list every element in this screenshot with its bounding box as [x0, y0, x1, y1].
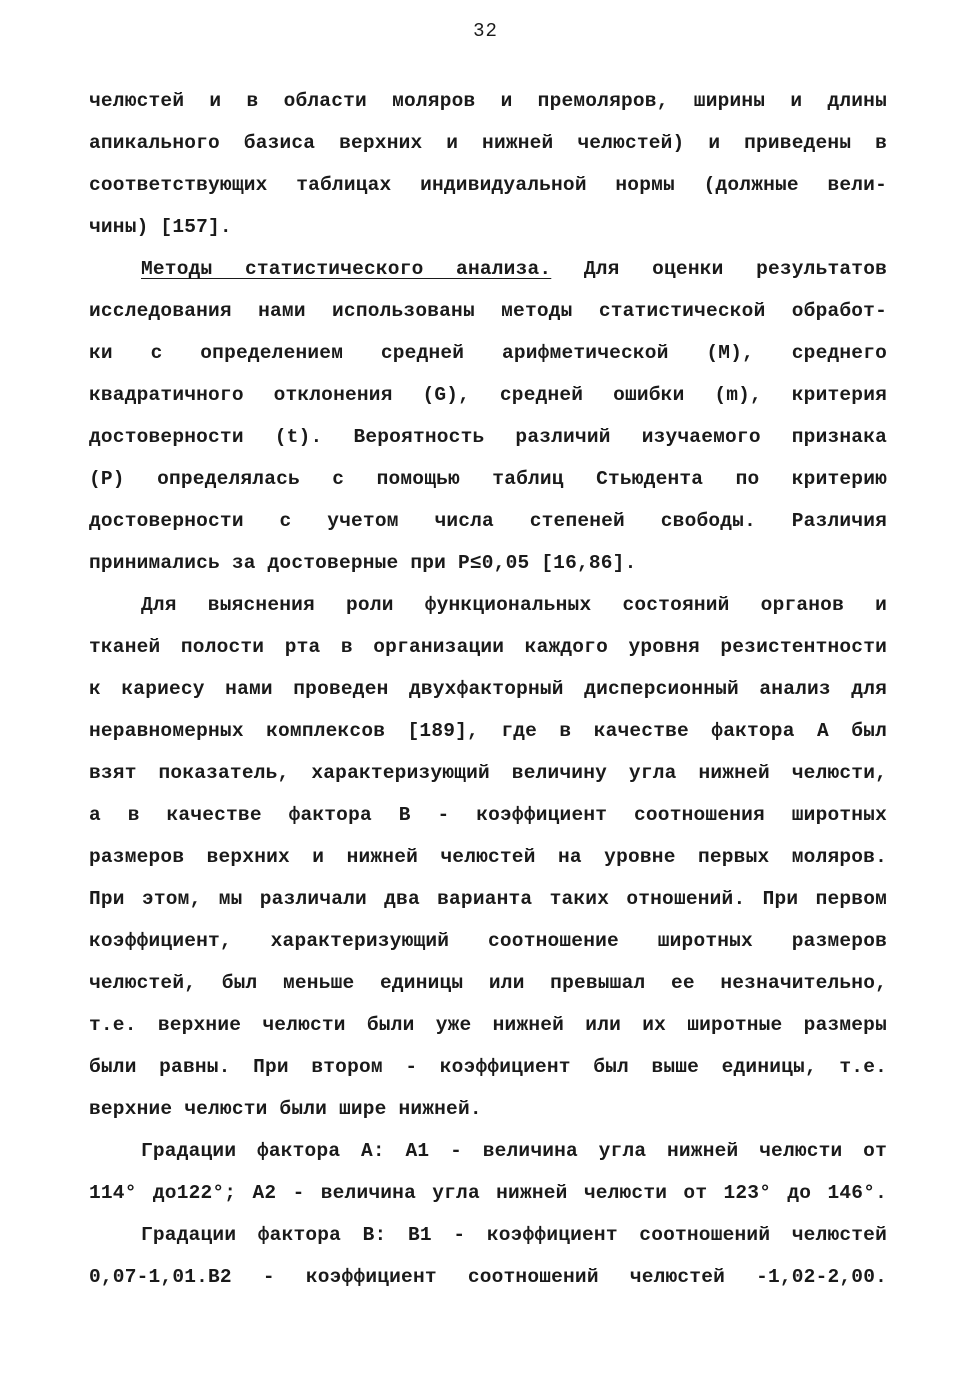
text-fragment: Для оценки результатов — [583, 258, 887, 280]
section-heading: Методы статистического анализа. — [141, 258, 552, 280]
section-line — [89, 248, 887, 290]
text-line: 0,07-1,01.В2 - коэффициент соотношений челюстей -1,02-2,00. — [89, 1266, 887, 1288]
text-line: размеров верхних и нижней челюстей на уровне первых моляров. — [89, 846, 887, 868]
text-line: исследования нами использованы методы статистической обработ- — [89, 300, 887, 322]
text-line: неравномерных комплексов [189], где в качестве фактора А был — [89, 720, 887, 742]
text-line: достоверности с учетом числа степеней свободы. Различия — [89, 510, 887, 532]
text-line: достоверности (t). Вероятность различий изучаемого признака — [89, 426, 887, 448]
text-line: апикального базиса верхних и нижней челюстей) и приведены в — [89, 132, 887, 154]
text-line: Для выяснения роли функциональных состояний органов и — [141, 594, 887, 616]
text-line: соответствующих таблицах индивидуальной нормы (должные вели- — [89, 174, 887, 196]
text-line: При этом, мы различали два варианта таких отношений. При первом — [89, 888, 887, 910]
text-line: челюстей и в области моляров и премоляров, ширины и длины — [89, 90, 887, 112]
text-line: а в качестве фактора В - коэффициент соотношения широтных — [89, 804, 887, 826]
text-line: (P) определялась с помощью таблиц Стьюдента по критерию — [89, 468, 887, 490]
text-line: тканей полости рта в организации каждого уровня резистентности — [89, 636, 887, 658]
text-line: были равны. При втором - коэффициент был выше единицы, т.е. — [89, 1056, 887, 1078]
text-line: чины) [157]. — [89, 216, 232, 238]
text-line: челюстей, был меньше единицы или превышал ее незначительно, — [89, 972, 887, 994]
text-line: квадратичного отклонения (G), средней ошибки (m), критерия — [89, 384, 887, 406]
document-body — [89, 80, 887, 1298]
text-line: верхние челюсти были шире нижней. — [89, 1098, 482, 1120]
text-line: взят показатель, характеризующий величину угла нижней челюсти, — [89, 762, 887, 784]
page-number: 32 — [473, 20, 498, 42]
text-line: Градации фактора А: А1 - величина угла нижней челюсти от — [141, 1140, 887, 1162]
text-line: коэффициент, характеризующий соотношение широтных размеров — [89, 930, 887, 952]
text-line: к кариесу нами проведен двухфакторный дисперсионный анализ для — [89, 678, 887, 700]
text-line: 114° до122°; А2 - величина угла нижней челюсти от 123° до 146°. — [89, 1182, 887, 1204]
text-line: т.е. верхние челюсти были уже нижней или их широтные размеры — [89, 1014, 887, 1036]
text-line: Градации фактора В: В1 - коэффициент соотношений челюстей — [141, 1224, 887, 1246]
text-line: принимались за достоверные при P≤0,05 [16,86]. — [89, 552, 637, 574]
text-line: ки с определением средней арифметической (М), среднего — [89, 342, 887, 364]
